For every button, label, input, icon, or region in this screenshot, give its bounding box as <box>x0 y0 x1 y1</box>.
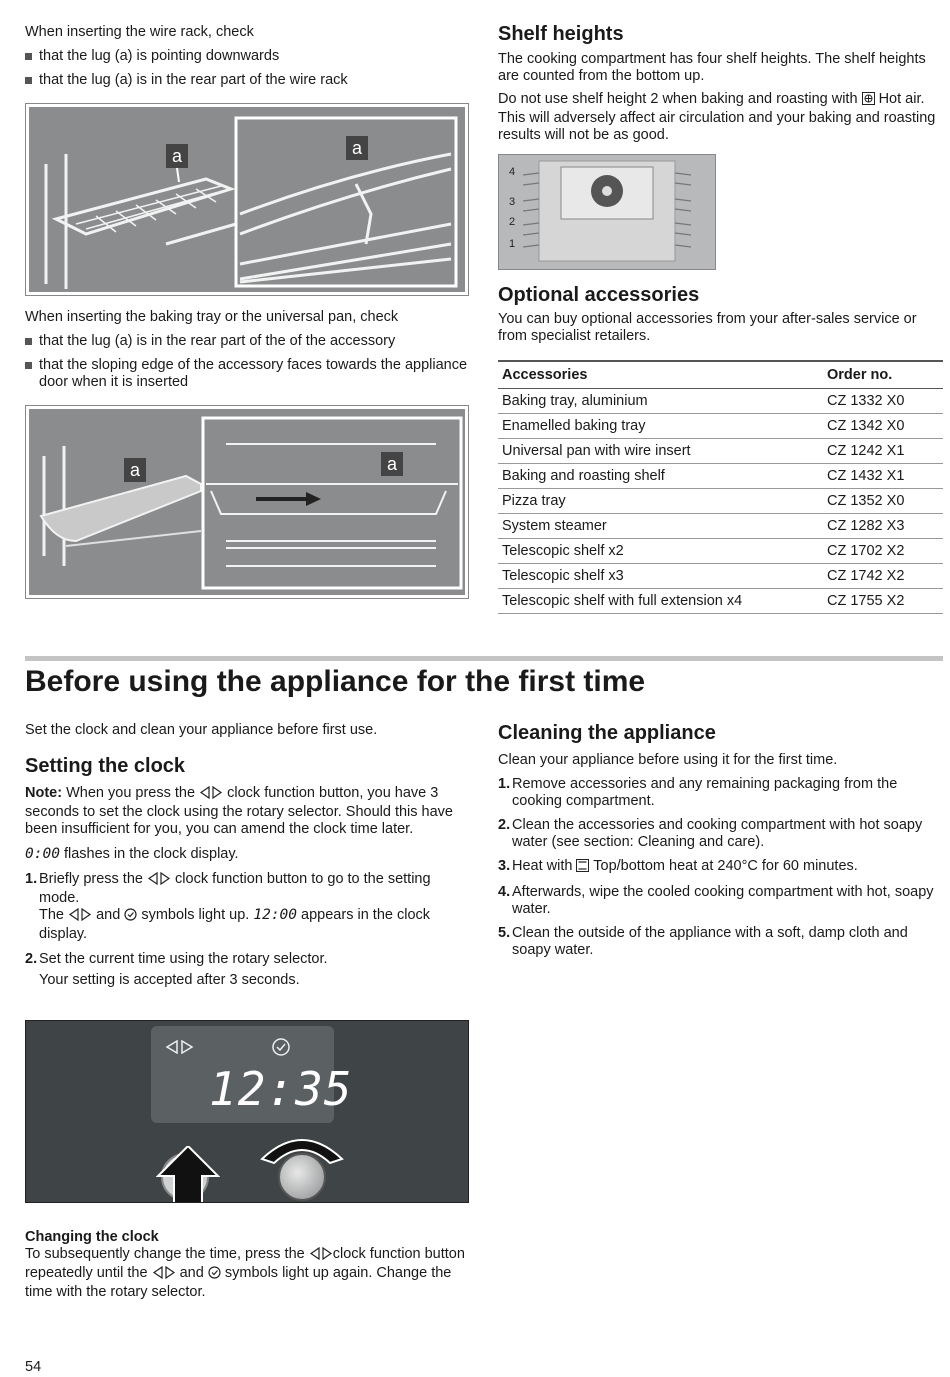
clock-flash-line: 0:00 flashes in the clock display. <box>25 846 239 862</box>
tray-intro: When inserting the baking tray or the universal pan, check <box>25 309 399 325</box>
table-cell: Telescopic shelf x2 <box>498 539 823 564</box>
rack-bullet: that the lug (a) is pointing downwards <box>25 48 470 65</box>
shelf-heights-title: Shelf heights <box>498 23 624 45</box>
table-cell: Baking tray, aluminium <box>498 389 823 414</box>
table-cell: CZ 1332 X0 <box>823 389 943 414</box>
table-cell: System steamer <box>498 514 823 539</box>
page-number: 54 <box>25 1359 42 1375</box>
lug-label: a <box>351 138 363 158</box>
clock-function-icon <box>68 908 92 926</box>
timer-icon <box>124 908 137 926</box>
wire-rack-figure <box>25 103 469 296</box>
changing-clock-text: To subsequently change the time, press the clock function button repeatedly until the and symbols light up again. Change the time with the rotary selector. <box>25 1246 465 1300</box>
shelf-level-label: 1 <box>509 238 516 250</box>
setting-clock-title: Setting the clock <box>25 755 186 777</box>
clock-function-icon <box>199 786 223 804</box>
tray-bullet: that the lug (a) is in the rear part of the of the accessory <box>25 333 470 350</box>
table-row <box>498 489 943 514</box>
table-cell: Pizza tray <box>498 489 823 514</box>
tray-bullet: that the sloping edge of the accessory faces towards the appliance door when it is inserted <box>25 357 470 391</box>
clock-note: Note: When you press the clock function button, you have 3 seconds to set the clock using the rotary selector. Should this have been insufficient for you, you can amend the clock time later. <box>25 785 453 837</box>
rack-bullet: that the lug (a) is in the rear part of the wire rack <box>25 72 470 89</box>
table-cell: CZ 1432 X1 <box>823 464 943 489</box>
clock-function-icon <box>147 872 171 890</box>
cleaning-step: 2. Clean the accessories and cooking compartment with hot soapy water (see section: Cleaning and care). <box>498 817 923 850</box>
optional-accessories-title: Optional accessories <box>498 284 700 306</box>
table-row <box>498 464 943 489</box>
cleaning-step: 4. Afterwards, wipe the cooled cooking compartment with hot, soapy water. <box>498 884 934 917</box>
optional-accessories-intro: You can buy optional accessories from your after-sales service or from specialist retailers. <box>498 311 917 344</box>
clock-function-icon <box>309 1247 333 1265</box>
changing-clock-title: Changing the clock <box>25 1229 159 1245</box>
table-cell: CZ 1282 X3 <box>823 514 943 539</box>
shelf-heights-figure <box>498 154 716 270</box>
clock-function-icon <box>152 1266 176 1284</box>
table-cell: CZ 1702 X2 <box>823 539 943 564</box>
timer-icon <box>271 1037 291 1057</box>
lug-label: a <box>129 460 141 480</box>
table-header: Order no. <box>823 361 943 389</box>
accessories-table <box>498 360 943 614</box>
press-arrow-icon <box>156 1146 220 1203</box>
cleaning-intro: Clean your appliance before using it for the first time. <box>498 752 838 768</box>
cleaning-title: Cleaning the appliance <box>498 722 716 744</box>
clock-step-1: 1. Briefly press the clock function button to go to the setting mode. The and symbols light up. 12:00 appears in the clock display. <box>25 871 431 942</box>
timer-icon <box>208 1266 221 1284</box>
table-row <box>498 414 943 439</box>
table-cell: CZ 1352 X0 <box>823 489 943 514</box>
table-row <box>498 514 943 539</box>
table-cell: CZ 1755 X2 <box>823 589 943 614</box>
cleaning-step: 3. Heat with Top/bottom heat at 240°C for 60 minutes. <box>498 858 943 877</box>
clock-display <box>151 1026 353 1123</box>
shelf-level-label: 2 <box>509 216 516 228</box>
cleaning-step: 5. Clean the outside of the appliance with a soft, damp cloth and soapy water. <box>498 925 908 958</box>
shelf-level-label: 3 <box>509 196 516 208</box>
table-cell: Telescopic shelf with full extension x4 <box>498 589 823 614</box>
table-cell: Enamelled baking tray <box>498 414 823 439</box>
top-bottom-heat-icon <box>576 859 589 877</box>
table-cell: CZ 1742 X2 <box>823 564 943 589</box>
table-cell: CZ 1342 X0 <box>823 414 943 439</box>
section-title: Before using the appliance for the first time <box>25 665 646 698</box>
hot-air-icon <box>862 92 875 110</box>
clock-display-time: 12:35 <box>209 1062 353 1116</box>
section-intro: Set the clock and clean your appliance before first use. <box>25 722 378 738</box>
table-cell: Telescopic shelf x3 <box>498 564 823 589</box>
section-rule <box>25 656 943 661</box>
table-row <box>498 539 943 564</box>
table-cell: Universal pan with wire insert <box>498 439 823 464</box>
rotary-selector[interactable] <box>278 1153 326 1201</box>
baking-tray-figure <box>25 405 469 599</box>
table-header: Accessories <box>498 361 823 389</box>
clock-step-2: 2. Set the current time using the rotary selector. Your setting is accepted after 3 seconds. <box>25 951 328 988</box>
table-row <box>498 389 943 414</box>
table-row <box>498 439 943 464</box>
table-header-row <box>498 361 943 389</box>
cleaning-step: 1. Remove accessories and any remaining packaging from the cooking compartment. <box>498 776 898 809</box>
table-row <box>498 589 943 614</box>
table-cell: Baking and roasting shelf <box>498 464 823 489</box>
table-cell: CZ 1242 X1 <box>823 439 943 464</box>
shelf-level-label: 4 <box>509 166 516 178</box>
lug-label: a <box>386 454 398 474</box>
rack-intro: When inserting the wire rack, check <box>25 24 254 40</box>
control-panel-figure <box>25 1020 469 1203</box>
clock-function-icon <box>165 1040 195 1054</box>
shelf-heights-p1: The cooking compartment has four shelf heights. The shelf heights are counted from the bottom up. <box>498 51 926 84</box>
lug-label: a <box>171 146 183 166</box>
shelf-heights-p2: Do not use shelf height 2 when baking and roasting with Hot air. This will adversely affect air circulation and your baking and roasting results will not be as good. <box>498 91 936 143</box>
table-row <box>498 564 943 589</box>
